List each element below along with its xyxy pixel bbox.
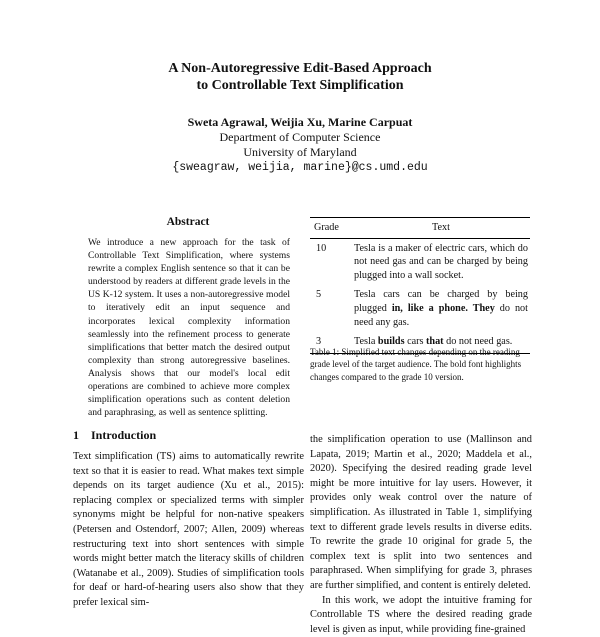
- abstract-text: We introduce a new approach for the task of Controllable Text Simplification, where systems rewrite a complex English sentence so that it can be understood by readers at different grade levels in the US K-12 system. It uses a non-autoregressive model to iteratively edit an input sequence and incorporates lexical complexity information seamlessly into the refinement process to generate simplifications that better match the desired output complexity than strong autoregressive baselines. Analysis shows that our model's local edit operations are combined to achieve more complex simplification operations such as content deletion and paraphrasing, as well as sentence splitting.: [88, 237, 290, 419]
- table-header-text: Text: [352, 218, 530, 239]
- author-names: Sweta Agrawal, Weijia Xu, Marine Carpuat: [187, 115, 413, 129]
- text-span: do not need any gas.: [354, 302, 528, 328]
- affiliation-department: Department of Computer Science: [219, 130, 381, 144]
- table-cell-grade: 3: [310, 332, 352, 353]
- paragraph: In this work, we adopt the intuitive framing for Controllable TS where the desired reading grade level is given as input, while providing fine-grained: [310, 594, 532, 635]
- text-span: Tesla cars can be charged by being plugged: [354, 289, 528, 314]
- table-cell-text: Tesla is a maker of electric cars, which do not need gas and can be charged by being plugged into a wall socket.: [354, 242, 528, 281]
- introduction-right-column: [310, 433, 532, 637]
- author-block: [0, 115, 600, 175]
- table-row: [310, 285, 530, 332]
- table-1: [310, 217, 530, 354]
- section-title: Introduction: [91, 428, 157, 442]
- section-number: 1: [73, 428, 79, 442]
- text-span: Tesla: [354, 336, 378, 348]
- table-cell-text: [352, 285, 530, 332]
- paper-title: [0, 60, 600, 94]
- table-cell-grade: 10: [316, 242, 327, 254]
- table-row: [310, 238, 530, 285]
- introduction-left-column: Text simplification (TS) aims to automatically rewrite text so that it is easier to read. What makes text simple depends on its target audience (Xu et al., 2015): replacing complex or specialized terms with simpler synonyms might be helpful for non-native speakers (Petersen and Ostendorf, 2007; Allen, 2009) whereas restructuring text into short sentences with simple words might better match the literacy skills of children (Watanabe et al., 2009). Studies of simplification tools for deaf or hard-of-hearing users also show that they prefer lexical sim-: [73, 451, 304, 608]
- title-line-1: A Non-Autoregressive Edit-Based Approach: [168, 61, 432, 76]
- section-heading-introduction: [73, 428, 303, 443]
- text-span: cars: [404, 336, 427, 348]
- bold-change: that: [426, 336, 444, 348]
- bold-change: builds: [377, 336, 405, 348]
- bold-change: in, like a phone. They: [391, 302, 495, 314]
- table-header-grade: Grade: [310, 218, 352, 239]
- table-header-row: [310, 218, 530, 239]
- affiliation-university: University of Maryland: [243, 145, 357, 159]
- table-caption: Table 1: Simplified text changes depending on the reading grade level of the target audience. The bold font highlights changes compared to the grade 10 version.: [310, 347, 522, 382]
- abstract-heading: Abstract: [166, 216, 210, 228]
- table-cell-grade: 5: [316, 289, 322, 301]
- paragraph: the simplification operation to use (Mallinson and Lapata, 2019; Martin et al., 2020; Maddela et al., 2020). Specifying the desired reading grade level might be more intuitive for lay users. However, it provides only weak control over the nature of simplification. As illustrated in Table 1, simplifying text to different grade levels results in diverse edits. To rewrite the grade 10 original for grade 5, the complex text is split into two sentences and paraphrased. When simplifying for grade 3, phrases are further simplified, and content is entirely deleted.: [310, 434, 532, 591]
- title-line-2: to Controllable Text Simplification: [196, 78, 404, 93]
- author-email: {sweagraw, weijia, marine}@cs.umd.edu: [172, 161, 428, 174]
- text-span: do not need gas.: [443, 336, 513, 348]
